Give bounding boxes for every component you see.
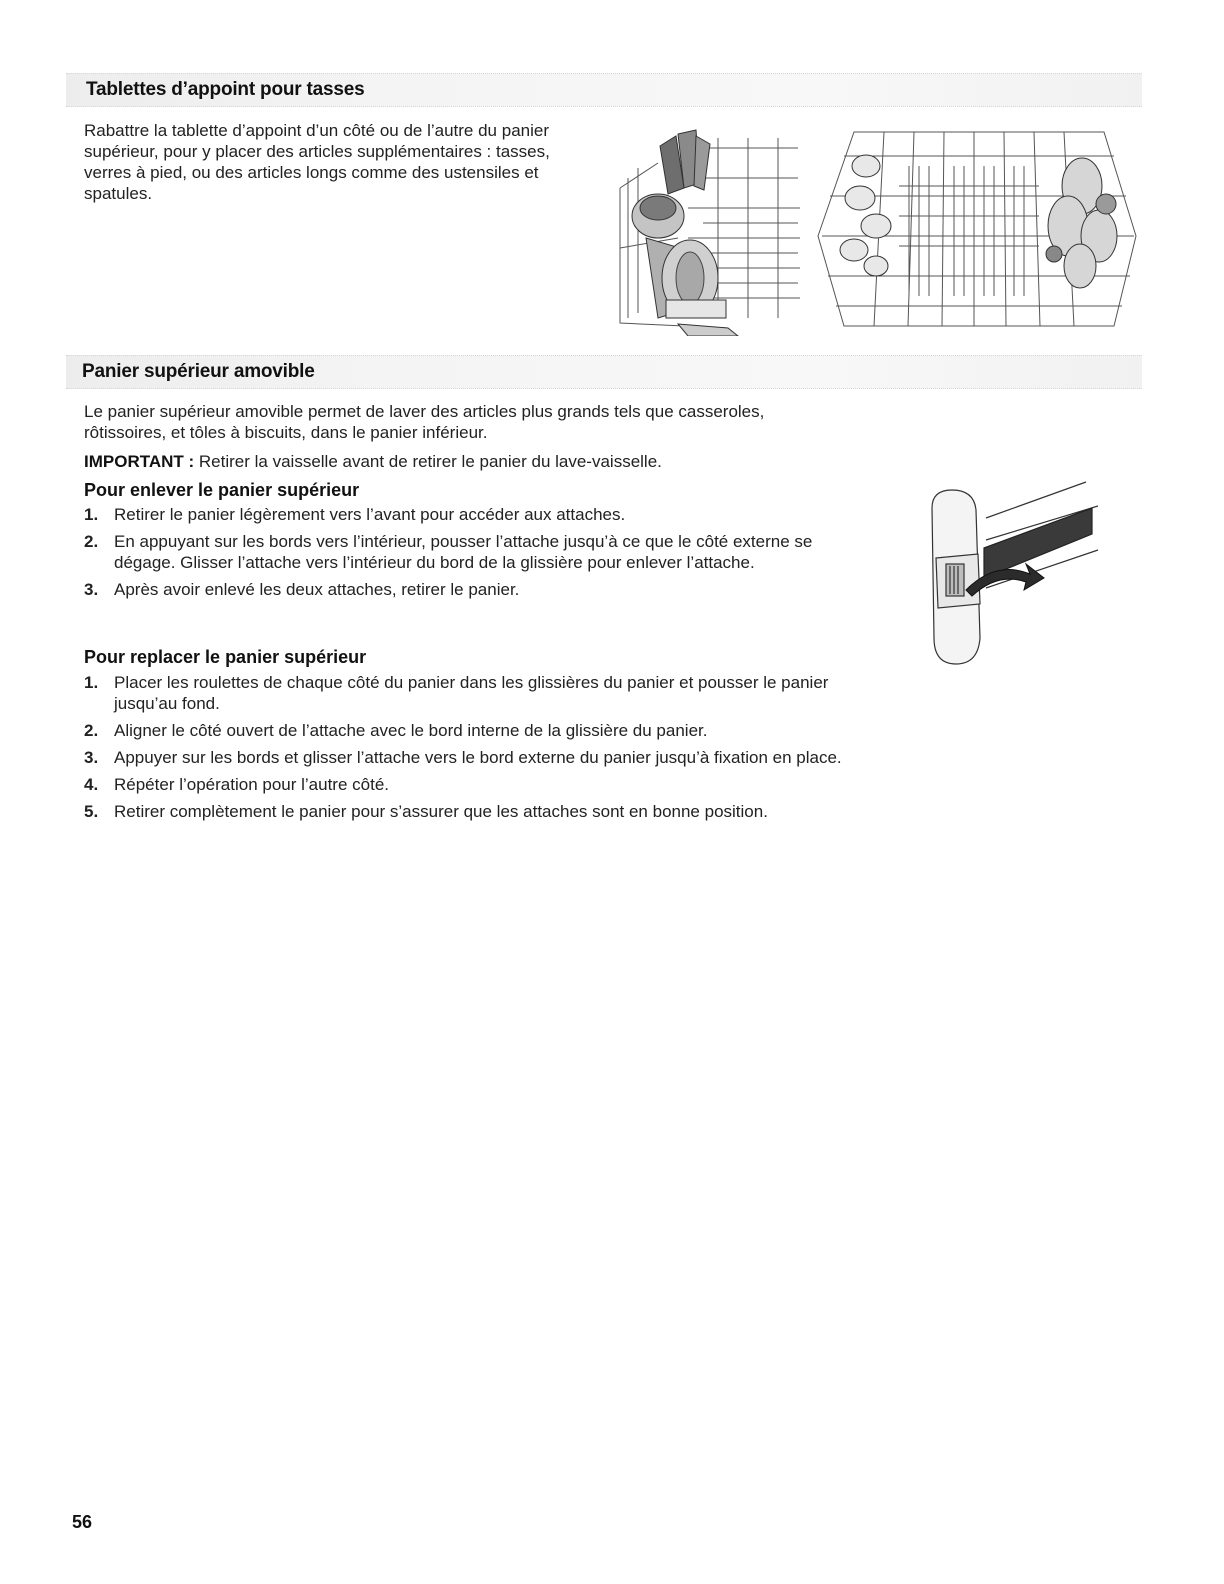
upper-rack-illustration (814, 126, 1144, 330)
step-text: Appuyer sur les bords et glisser l’attache vers le bord externe du panier jusqu’à fixation en place. (114, 748, 842, 767)
important-text: Retirer la vaisselle avant de retirer le panier du lave-vaisselle. (194, 452, 662, 471)
important-label: IMPORTANT : (84, 452, 195, 471)
step-number: 3. (84, 748, 99, 767)
list-item (84, 672, 874, 714)
step-number: 5. (84, 802, 99, 821)
step-text: En appuyant sur les bords vers l’intérieur, pousser l’attache jusqu’à ce que le côté externe se dégage. Glisser l’attache vers l’intérieur du bord de la glissière pour enlever l’attache. (114, 532, 813, 572)
step-text: Retirer le panier légèrement vers l’avant pour accéder aux attaches. (114, 505, 626, 524)
step-number: 1. (84, 505, 99, 524)
list-item (84, 774, 874, 795)
step-number: 3. (84, 580, 99, 599)
list-item (84, 504, 874, 525)
list-item (84, 747, 874, 768)
step-text: Retirer complètement le panier pour s’assurer que les attaches sont en bonne position. (114, 802, 768, 821)
step-text: Répéter l’opération pour l’autre côté. (114, 775, 389, 794)
replace-steps-list (84, 672, 874, 828)
remove-rack-heading: Pour enlever le panier supérieur (84, 480, 360, 500)
list-item (84, 720, 874, 741)
cup-shelves-paragraph: Rabattre la tablette d’appoint d’un côté ou de l’autre du panier supérieur, pour y placer des articles supplémentaires : tasses, verres à pied, ou des articles longs comme des ustensiles et spatules. (84, 121, 550, 203)
step-text: Aligner le côté ouvert de l’attache avec le bord interne de la glissière du panier. (114, 721, 708, 740)
page-number: 56 (72, 1512, 93, 1532)
important-note (84, 451, 844, 472)
step-number: 2. (84, 721, 99, 740)
step-text: Après avoir enlevé les deux attaches, retirer le panier. (114, 580, 520, 599)
list-item (84, 801, 874, 822)
step-number: 4. (84, 775, 99, 794)
replace-rack-heading: Pour replacer le panier supérieur (84, 647, 367, 667)
step-text: Placer les roulettes de chaque côté du panier dans les glissières du panier et pousser le panier jusqu’au fond. (114, 673, 829, 713)
list-item (84, 579, 874, 600)
section-title-cup-shelves: Tablettes d’appoint pour tasses (86, 79, 365, 100)
list-item (84, 531, 874, 573)
remove-steps-list (84, 504, 874, 606)
step-number: 2. (84, 532, 99, 551)
cup-shelf-closeup-illustration (618, 128, 802, 336)
removable-rack-intro: Le panier supérieur amovible permet de laver des articles plus grands tels que casseroles, rôtissoires, et tôles à biscuits, dans le panier inférieur. (84, 402, 765, 442)
section-header-bar (66, 355, 1142, 389)
section-title-removable-rack: Panier supérieur amovible (82, 361, 315, 382)
step-number: 1. (84, 673, 99, 692)
section-header-bar (66, 73, 1142, 107)
rack-clip-illustration (926, 478, 1100, 668)
